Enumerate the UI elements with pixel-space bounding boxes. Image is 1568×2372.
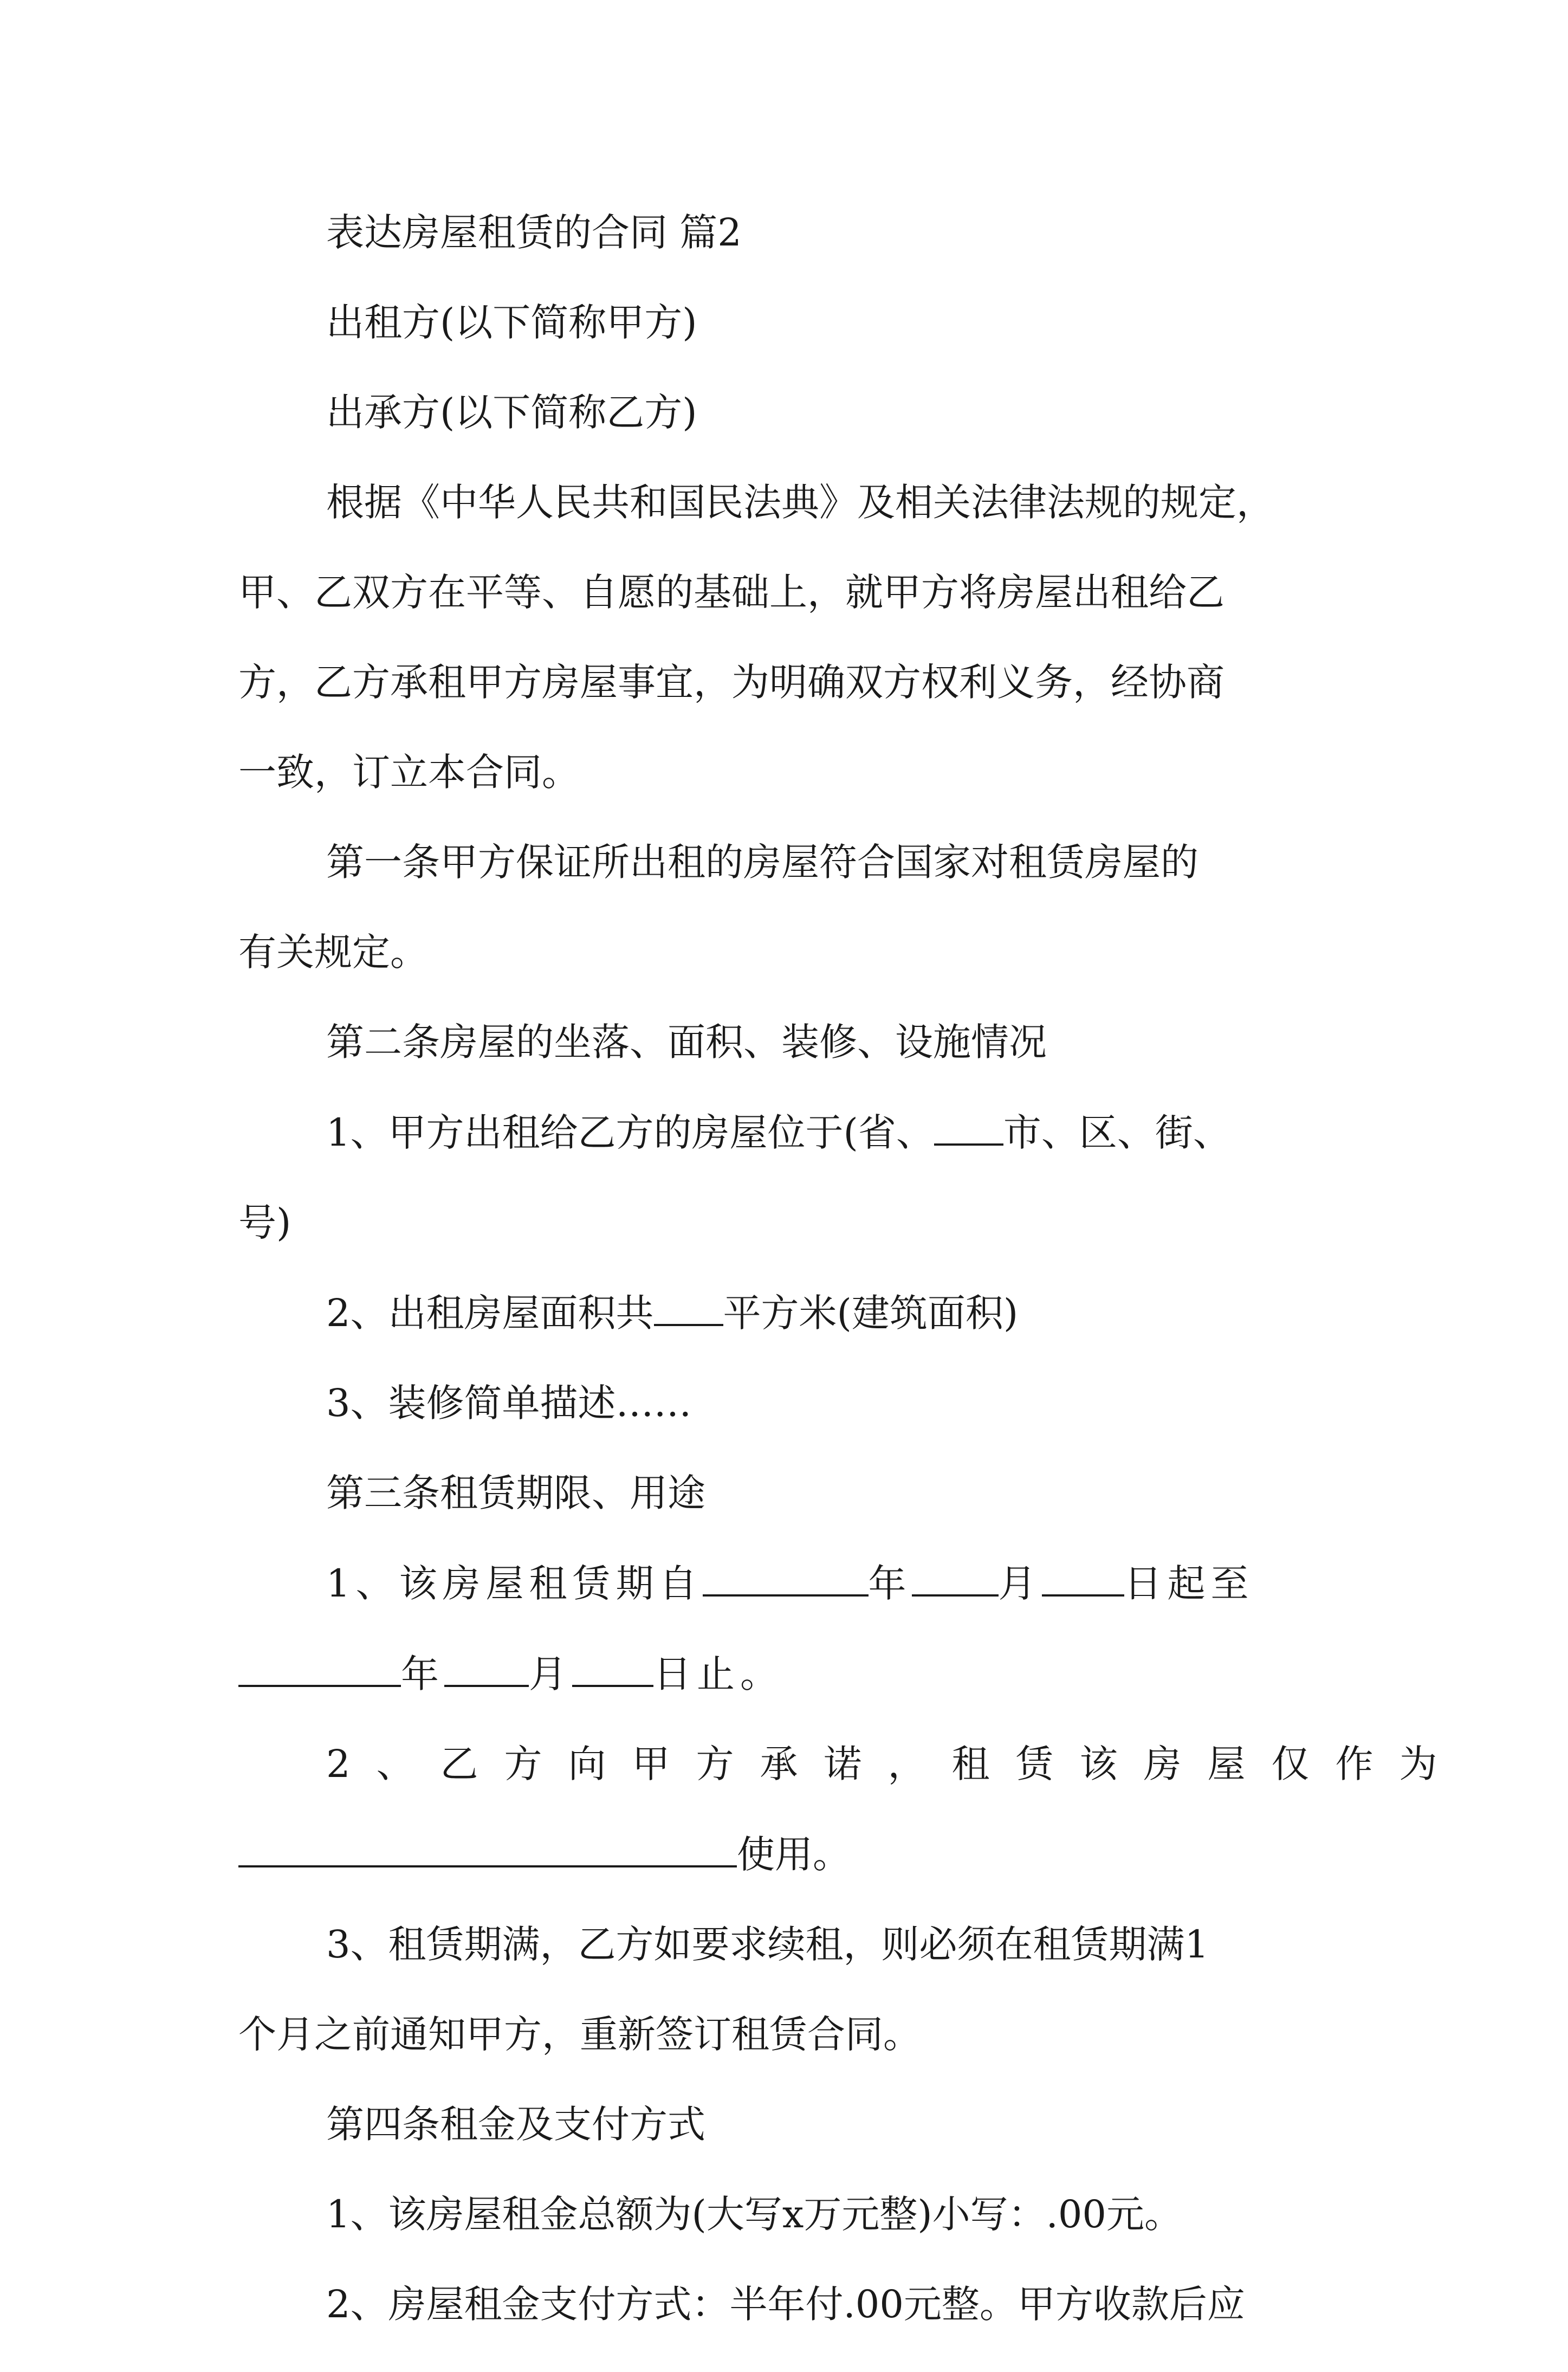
document-title: 表达房屋租赁的合同 篇2 [326,210,742,255]
article-3-item-3-line: 3、租赁期满，乙方如要求续租，则必须在租赁期满1 [326,1922,1209,1967]
preamble-paragraph [238,480,1333,794]
fill-in-blank [238,1651,401,1687]
item-text: 1、该房屋租赁期自 [326,1561,703,1606]
article-1-paragraph [238,840,1333,974]
article-3-item-1 [238,1561,1333,1696]
article-2-item-2 [238,1290,1333,1335]
item-text: 月 [998,1561,1042,1606]
document-body [238,210,1463,2372]
article-1-line: 有关规定。 [238,930,428,974]
party-b-line: 出承方(以下简称乙方) [326,390,697,435]
item-text: 市、区、街、 [1003,1110,1231,1155]
preamble-line: 根据《中华人民共和国民法典》及相关法律法规的规定， [326,480,1274,525]
article-4-item-2: 2、房屋租金支付方式：半年付.00元整。甲方收款后应 [326,2282,1245,2326]
item-text: 使用。 [737,1832,851,1877]
fill-in-blank [444,1651,529,1687]
article-3-item-2-line: 2、乙方向甲方承诺，租赁该房屋仅作为 [326,1742,1463,1786]
party-a-line: 出租方(以下简称甲方) [326,300,697,345]
fill-in-blank [572,1651,653,1687]
fill-in-blank [654,1290,723,1326]
article-2-item-1-line: 号) [238,1200,291,1245]
article-2-item-1-line [238,1110,1333,1155]
item-text: 年 [868,1561,912,1606]
preamble-line: 一致，订立本合同。 [238,750,580,794]
item-text: 日起至 [1124,1561,1254,1606]
preamble-line: 甲、乙双方在平等、自愿的基础上，就甲方将房屋出租给乙 [238,570,1224,615]
fill-in-blank [934,1110,1003,1146]
fill-in-blank [1042,1561,1124,1597]
article-3-item-2-line [238,1832,1333,1877]
article-3-item-3 [238,1922,1333,2057]
preamble-line: 方，乙方承租甲方房屋事宜，为明确双方权利义务，经协商 [238,660,1224,705]
item-text: 月 [529,1652,572,1696]
fill-in-blank [238,1832,737,1867]
item-text: 日止。 [653,1652,783,1696]
article-3-title: 第三条租赁期限、用途 [326,1471,705,1515]
article-3-item-2 [238,1742,1463,1877]
item-text: 年 [401,1652,444,1696]
article-4-title: 第四条租金及支付方式 [326,2102,705,2147]
item-text: 2、出租房屋面积共 [326,1291,654,1335]
fill-in-blank [703,1561,869,1597]
article-2-title: 第二条房屋的坐落、面积、装修、设施情况 [326,1020,1047,1064]
article-1-line: 第一条甲方保证所出租的房屋符合国家对租赁房屋的 [326,840,1198,884]
article-3-item-3-line: 个月之前通知甲方，重新签订租赁合同。 [238,2012,921,2057]
article-3-item-1-line [238,1651,1333,1696]
article-2-item-1 [238,1110,1333,1245]
article-2-item-3: 3、装修简单描述…… [326,1381,692,1425]
article-4-item-1: 1、该房屋租金总额为(大写x万元整)小写：.00元。 [326,2192,1182,2237]
item-text: 平方米(建筑面积) [723,1291,1019,1335]
article-3-item-1-line [238,1561,1333,1606]
item-text: 1、甲方出租给乙方的房屋位于(省、 [326,1110,934,1155]
fill-in-blank [912,1561,999,1597]
